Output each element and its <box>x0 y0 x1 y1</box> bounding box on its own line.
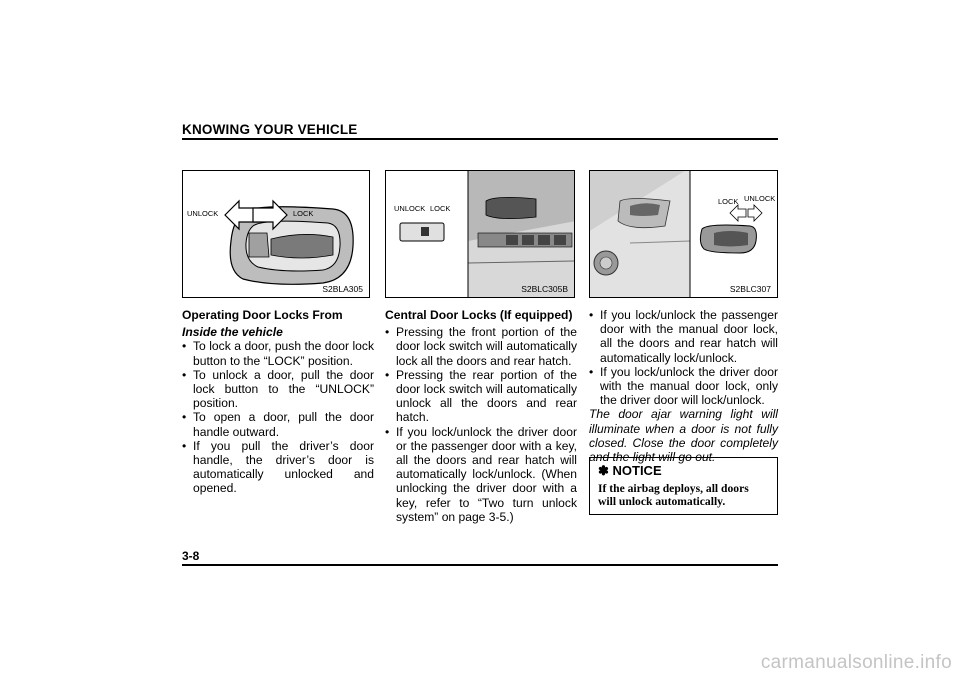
section-heading: Operating Door Locks From <box>182 308 343 322</box>
instruction-list <box>182 339 374 495</box>
unlock-label: UNLOCK <box>744 194 776 203</box>
watermark: carmanualsonline.info <box>760 652 952 673</box>
notice-title: ✽ NOTICE <box>598 463 662 478</box>
lock-label: LOCK <box>718 197 739 206</box>
figure-central-lock-switch <box>385 170 575 298</box>
subheading: Inside the vehicle <box>182 325 283 340</box>
header-rule <box>182 138 778 140</box>
footer-rule <box>182 564 778 566</box>
list-item: • Pressing the rear portion of the door lock switch will automatically unlock all the doors and rear hatch. <box>385 368 577 425</box>
list-item: • If you lock/unlock the driver door with the manual door lock, only the driver door will lock/unlock. <box>589 365 778 408</box>
list-item: • To unlock a door, pull the door lock button to the “UNLOCK” position. <box>182 368 374 411</box>
column-central-locks <box>385 308 577 524</box>
lock-label: LOCK <box>430 204 451 213</box>
ajar-warning-note: The door ajar warning light will illuminate when a door is not fully closed. Close the door completely and the light will go out. <box>589 407 778 465</box>
unlock-label: UNLOCK <box>187 209 219 218</box>
list-item: • If you lock/unlock the passenger door with the manual door lock, all the doors and rear hatch will automatically lock/unlock. <box>589 308 778 365</box>
section-heading: Central Door Locks (If equipped) <box>385 308 573 322</box>
page-number: 3-8 <box>182 549 200 563</box>
list-item: • To lock a door, push the door lock button to the “LOCK” position. <box>182 339 374 367</box>
instruction-list <box>589 308 778 407</box>
figure-code: S2BLA305 <box>322 284 363 294</box>
list-item: • Pressing the front portion of the door lock switch will automatically lock all the doors and rear hatch. <box>385 325 577 368</box>
list-item: • If you lock/unlock the driver door or the passenger door with a key, all the doors and rear hatch will automatically lock/unlock. (When unlocking the driver door with a key, refer to “Two turn unlock system” on page 3-5.) <box>385 425 577 524</box>
notice-box <box>589 457 778 515</box>
door-handle-illustration <box>183 171 370 298</box>
figure-manual-door-lock <box>589 170 778 298</box>
manual-lock-illustration <box>590 171 778 298</box>
column-manual-locks <box>589 308 778 464</box>
section-header: KNOWING YOUR VEHICLE <box>182 122 358 137</box>
central-lock-illustration <box>386 171 575 298</box>
column-door-locks <box>182 308 374 496</box>
list-item: • To open a door, pull the door handle outward. <box>182 410 374 438</box>
unlock-label: UNLOCK <box>394 204 426 213</box>
figure-door-handle <box>182 170 370 298</box>
notice-text: If the airbag deploys, all doors will unlock automatically. <box>598 482 749 508</box>
figure-code: S2BLC305B <box>521 284 568 294</box>
instruction-list <box>385 325 577 524</box>
lock-label: LOCK <box>293 209 314 218</box>
list-item: • If you pull the driver’s door handle, the driver’s door is automatically unlocked and opened. <box>182 439 374 496</box>
figure-code: S2BLC307 <box>729 284 771 294</box>
